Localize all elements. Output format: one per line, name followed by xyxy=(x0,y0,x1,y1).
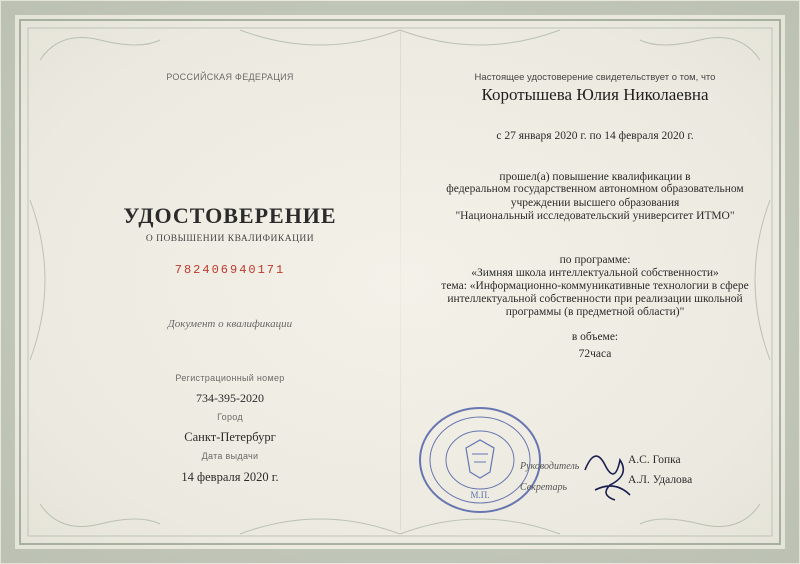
org-line-3: "Национальный исследовательский университет ИТМО" xyxy=(455,210,735,222)
country-label: РОССИЙСКАЯ ФЕДЕРАЦИЯ xyxy=(166,72,294,82)
center-fold xyxy=(400,30,401,530)
issue-date-label: Дата выдачи xyxy=(201,451,259,461)
reg-number-label: Регистрационный номер xyxy=(175,373,285,383)
program-name: «Зимняя школа интеллектуальной собственности» xyxy=(471,267,719,279)
reg-number-value: 734-395-2020 xyxy=(196,391,264,405)
program-label: по программе: xyxy=(559,254,631,266)
head-label: Руководитель xyxy=(520,461,580,472)
topic-line-3: программы (в предметной области)" xyxy=(505,306,685,318)
certificate-title: УДОСТОВЕРЕНИЕ xyxy=(123,203,337,228)
org-line-1: федеральном государственном автономном образовательном xyxy=(446,183,744,195)
issue-date-value: 14 февраля 2020 г. xyxy=(181,470,279,484)
certificate-subtitle: О ПОВЫШЕНИИ КВАЛИФИКАЦИИ xyxy=(145,234,315,244)
city-value: Санкт-Петербург xyxy=(184,430,276,444)
head-name: А.С. Гопка xyxy=(628,454,681,466)
study-period: с 27 января 2020 г. по 14 февраля 2020 г. xyxy=(496,130,694,142)
topic-line-1: тема: «Информационно-коммуникативные технологии в сфере xyxy=(441,280,749,292)
secretary-name: А.Л. Удалова xyxy=(628,474,693,486)
holder-name: Коротышева Юлия Николаевна xyxy=(481,85,709,104)
intro-text: Настоящее удостоверение свидетельствует о том, что xyxy=(474,72,716,83)
org-line-2: учреждении высшего образования xyxy=(510,197,680,209)
volume-label: в объеме: xyxy=(571,331,619,343)
certificate-number: 782406940171 xyxy=(174,263,286,277)
seal-center-text: М.П. xyxy=(470,490,490,500)
official-seal xyxy=(410,400,550,520)
passed-text: прошел(а) повышение квалификации в xyxy=(499,171,691,183)
document-type: Документ о квалификации xyxy=(167,318,293,330)
volume-value: 72часа xyxy=(578,348,612,360)
secretary-label: Секретарь xyxy=(520,482,568,493)
city-label: Город xyxy=(217,412,243,422)
topic-line-2: интеллектуальной собственности при реализации школьной xyxy=(447,293,743,305)
